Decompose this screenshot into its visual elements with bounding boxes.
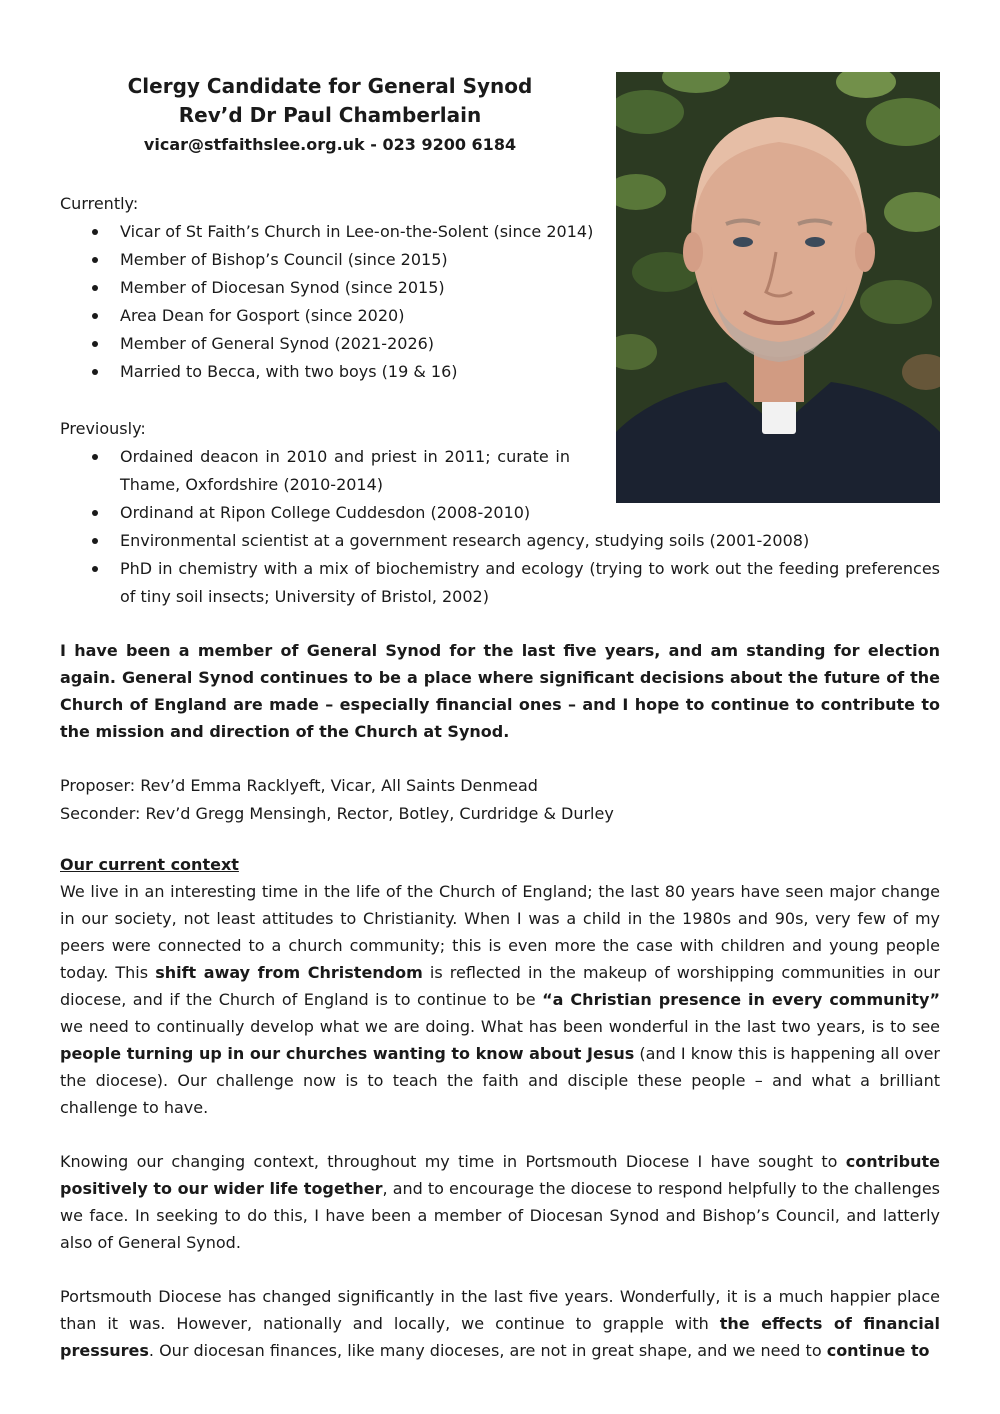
- seconder-line: Seconder: Rev’d Gregg Mensingh, Rector, Botley, Curdridge & Durley: [60, 804, 614, 823]
- candidate-contact: vicar@stfaithslee.org.uk - 023 9200 6184: [143, 135, 517, 154]
- context-paragraph-2: Knowing our changing context, throughout my time in Portsmouth Diocese I have sought to contribute positively to our wider life together, and to encourage the diocese to respond helpfully to the challenges we face. In seeking to do this, I have been a member of Diocesan Synod and Bishop’s Council, and latterly also of General Synod.: [60, 1152, 941, 1252]
- section-heading-current-context: Our current context: [60, 855, 239, 874]
- list-item: Vicar of St Faith’s Church in Lee-on-the-Solent (since 2014): [90, 218, 940, 246]
- list-item: PhD in chemistry with a mix of biochemistry and ecology (trying to work out the feeding preferences of tiny soil insects; University of Bristol, 2002): [90, 555, 940, 611]
- list-item: Environmental scientist at a government research agency, studying soils (2001-2008): [90, 527, 940, 555]
- election-statement: I have been a member of General Synod for the last five years, and am standing for election again. General Synod continues to be a place where significant decisions about the future of the Church of England are made – especially financial ones – and I hope to continue to contribute to the mission and direction of the Church at Synod.: [60, 641, 940, 741]
- previously-label: Previously:: [60, 419, 146, 438]
- context-paragraph-1: We live in an interesting time in the life of the Church of England; the last 80 years have seen major change in our society, not least attitudes to Christianity. When I was a child in the 1980s and 90s, very few of my peers were connected to a church community; this is even more the case with children and young people today. This shift away from Christendom is reflected in the makeup of worshipping communities in our diocese, and if the Church of England is to continue to be “a Christian presence in every community” we need to continually develop what we are doing. What has been wonderful in the last two years, is to see people turning up in our churches wanting to know about Jesus (and I know this is happening all over the diocese). Our challenge now is to teach the faith and disciple these people – and what a brilliant challenge to have.: [60, 882, 941, 1117]
- context-paragraph-3: Portsmouth Diocese has changed significantly in the last five years. Wonderfully, it is a much happier place than it was. However, nationally and locally, we continue to grapple with the effects of financial pressures. Our diocesan finances, like many dioceses, are not in great shape, and we need to continue to: [60, 1287, 941, 1360]
- candidate-name: Rev’d Dr Paul Chamberlain: [178, 103, 482, 127]
- list-item: Member of Diocesan Synod (since 2015): [90, 274, 940, 302]
- nominations: [60, 772, 940, 828]
- list-item: Member of General Synod (2021-2026): [90, 330, 940, 358]
- currently-label: Currently:: [60, 194, 139, 213]
- proposer-line: Proposer: Rev’d Emma Racklyeft, Vicar, All Saints Denmead: [60, 776, 538, 795]
- document-header: [60, 72, 600, 160]
- list-item: Member of Bishop’s Council (since 2015): [90, 246, 940, 274]
- previously-list-continued: [60, 527, 940, 611]
- list-item: Married to Becca, with two boys (19 & 16): [90, 358, 940, 386]
- document-title: Clergy Candidate for General Synod: [127, 74, 533, 98]
- currently-list: [60, 218, 940, 386]
- list-item: Ordinand at Ripon College Cuddesdon (2008-2010): [90, 499, 570, 527]
- list-item: Ordained deacon in 2010 and priest in 2011; curate in Thame, Oxfordshire (2010-2014): [90, 443, 570, 499]
- list-item: Area Dean for Gosport (since 2020): [90, 302, 940, 330]
- document-page: [60, 72, 940, 1364]
